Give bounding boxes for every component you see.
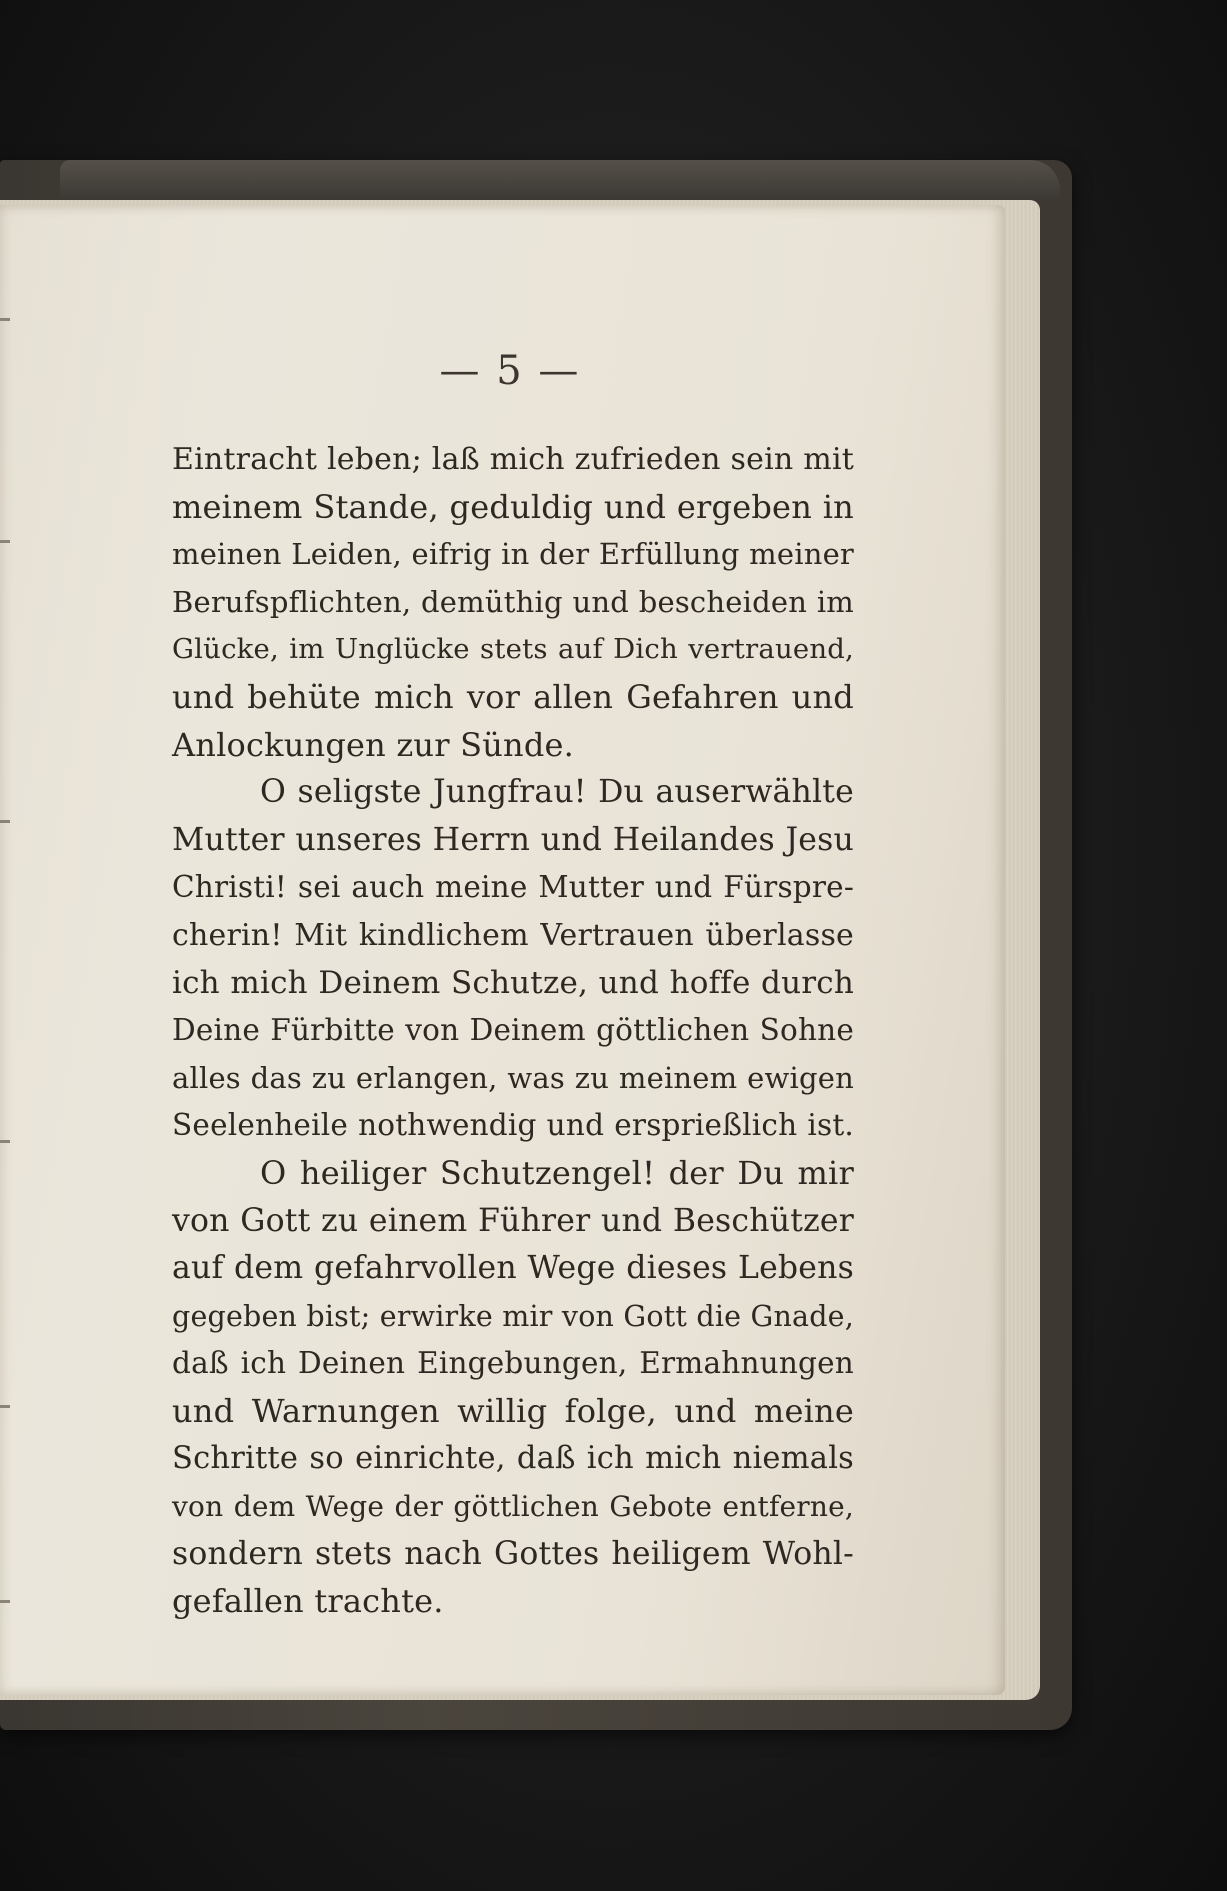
text-line: Deine Fürbitte von Deinem göttlichen Sohne xyxy=(172,1013,854,1048)
text-line: alles das zu erlangen, was zu meinem ewigen xyxy=(172,1060,854,1095)
text-line: Christi! sei auch meine Mutter und Fürspre- xyxy=(172,870,854,905)
text-line: von dem Wege der göttlichen Gebote entferne, xyxy=(172,1490,854,1524)
text-line: Anlockungen zur Sünde. xyxy=(172,725,575,764)
text-line: und behüte mich vor allen Gefahren und xyxy=(172,677,854,716)
book-cover-top-edge xyxy=(60,160,1060,200)
text-line: Schritte so einrichte, daß ich mich niemals xyxy=(172,1441,854,1477)
text-line: Berufspflichten, demüthig und bescheiden im xyxy=(172,584,854,619)
text-line: gegeben bist; erwirke mir von Gott die Gnade, xyxy=(172,1299,854,1333)
text-line: Eintracht leben; laß mich zufrieden sein mit xyxy=(172,442,854,477)
text-line: ich mich Deinem Schutze, und hoffe durch xyxy=(172,964,854,1001)
text-line: sondern stets nach Gottes heiligem Wohl- xyxy=(172,1535,854,1572)
text-line: Mutter unseres Herrn und Heilandes Jesu xyxy=(172,821,854,858)
page-edge-mark xyxy=(0,820,10,823)
text-line: meinen Leiden, eifrig in der Erfüllung meiner xyxy=(172,537,854,572)
text-line: O heiliger Schutzengel! der Du mir xyxy=(260,1153,854,1192)
text-line: Glücke, im Unglücke stets auf Dich vertrauend, xyxy=(172,633,854,666)
page-edge-mark xyxy=(0,318,10,321)
text-line: gefallen trachte. xyxy=(172,1582,444,1621)
page-edge-mark xyxy=(0,540,10,543)
text-line: cherin! Mit kindlichem Vertrauen überlasse xyxy=(172,917,854,953)
body-text xyxy=(172,436,854,1626)
text-line: Seelenheile nothwendig und ersprießlich ist. xyxy=(172,1108,854,1143)
page-edge-mark xyxy=(0,1405,10,1408)
text-line: meinem Stande, geduldig und ergeben in xyxy=(172,487,854,526)
page-edge-mark xyxy=(0,1140,10,1143)
text-line: und Warnungen willig folge, und meine xyxy=(172,1391,854,1430)
text-line: daß ich Deinen Eingebungen, Ermahnungen xyxy=(172,1346,854,1381)
text-line: auf dem gefahrvollen Wege dieses Lebens xyxy=(172,1250,854,1287)
text-line: O seligste Jungfrau! Du auserwählte xyxy=(260,774,854,811)
text-line: von Gott zu einem Führer und Beschützer xyxy=(172,1202,854,1239)
page-edge-mark xyxy=(0,1600,10,1603)
page-number: — 5 — xyxy=(439,348,581,394)
